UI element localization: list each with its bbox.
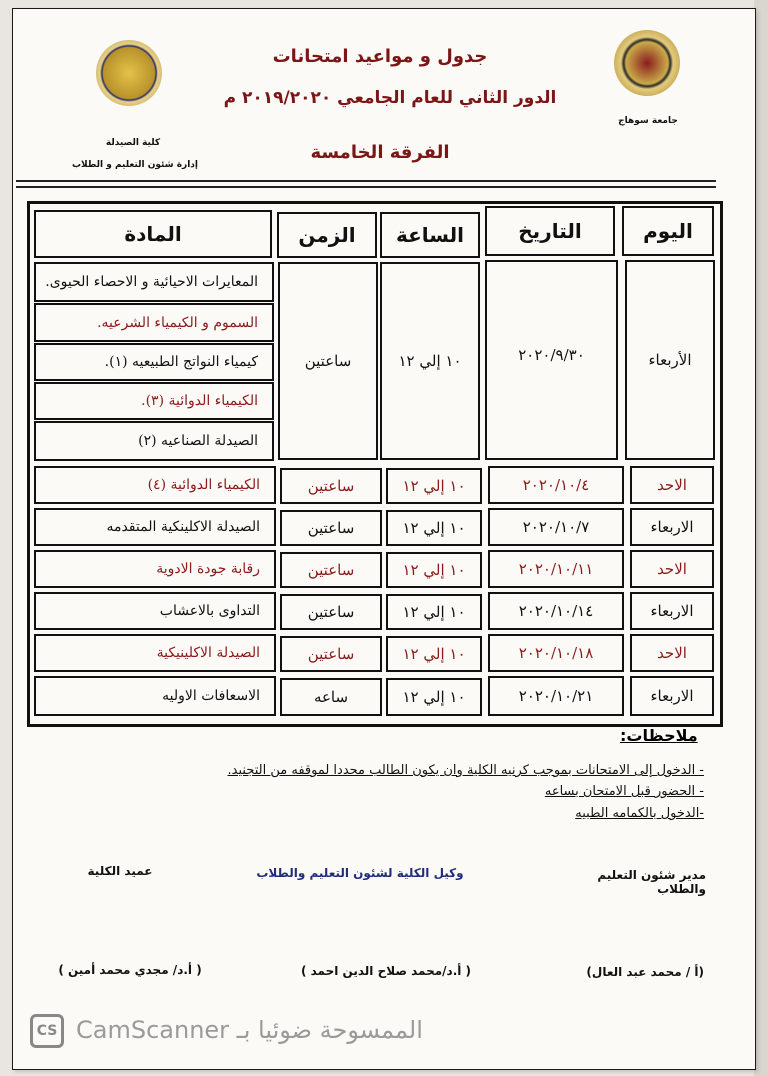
note-item: - الحضور قبل الامتحان بساعه [544, 784, 704, 799]
camscanner-logo: CS [30, 1014, 64, 1048]
page-subtitle: الدور الثاني للعام الجامعي ٢٠١٩/٢٠٢٠ م [223, 88, 557, 108]
exam-table [27, 201, 723, 727]
date-cell: ٢٠٢٠/١٠/١٤ [488, 592, 624, 630]
subject-cell: التداوى بالاعشاب [34, 592, 276, 630]
duration-cell: ساعه [280, 678, 382, 716]
day-cell: الاحد [630, 634, 714, 672]
day-cell: الاحد [630, 466, 714, 504]
subject-cell: الكيمياء الدوائية (٤) [34, 466, 276, 504]
time-cell: ١٠ إلي ١٢ [386, 636, 482, 672]
date-cell: ٢٠٢٠/١٠/٧ [488, 508, 624, 546]
signature-title: وكيل الكلية لشئون التعليم والطلاب [256, 866, 464, 880]
header-time: الساعة [380, 212, 480, 258]
duration-cell: ساعتين [280, 510, 382, 546]
camscanner-watermark: الممسوحة ضوئيا بـ CamScanner [76, 1016, 423, 1044]
time-cell: ١٠ إلي ١٢ [380, 262, 480, 460]
page-title: جدول و مواعيد امتحانات [272, 46, 488, 67]
subject-cell: الكيمياء الدوائية (٣). [34, 382, 274, 420]
header-divider [16, 180, 716, 182]
level-title: الفرقة الخامسة [310, 142, 450, 163]
signature-name: ( أ.د/محمد صلاح الدين احمد ) [300, 964, 472, 978]
signature-title: مدير شئون التعليم والطلاب [597, 868, 706, 896]
duration-cell: ساعتين [280, 552, 382, 588]
time-cell: ١٠ إلي ١٢ [386, 552, 482, 588]
subject-cell: المعايرات الاحيائية و الاحصاء الحيوى. [34, 262, 274, 302]
date-cell: ٢٠٢٠/١٠/٤ [488, 466, 624, 504]
page-edge [754, 0, 768, 1076]
signature-title: عميد الكلية [87, 864, 153, 878]
header-subject: المادة [34, 210, 272, 258]
note-item: - الدخول إلى الامتحانات بموجب كرنيه الكلية وان يكون الطالب محددا لموقفه من التجنيد. [227, 763, 704, 778]
time-cell: ١٠ إلي ١٢ [386, 510, 482, 546]
header-divider [16, 186, 716, 188]
date-cell: ٢٠٢٠/١٠/١٨ [488, 634, 624, 672]
time-cell: ١٠ إلي ١٢ [386, 594, 482, 630]
subject-cell: رقابة جودة الادوية [34, 550, 276, 588]
time-cell: ١٠ إلي ١٢ [386, 678, 482, 716]
signature-name: ( أ.د/ مجدي محمد أمين ) [58, 963, 202, 977]
university-logo [614, 30, 680, 96]
date-cell: ٢٠٢٠/١٠/٢١ [488, 676, 624, 716]
university-label: جامعة سوهاج [618, 116, 678, 126]
duration-cell: ساعتين [280, 636, 382, 672]
date-cell: ٢٠٢٠/٩/٣٠ [485, 260, 618, 460]
subject-cell: السموم و الكيمياء الشرعيه. [34, 303, 274, 342]
notes-title: ملاحظات: [620, 726, 698, 745]
header-day: اليوم [622, 206, 714, 256]
subject-cell: كيمياء النواتج الطبيعيه (١). [34, 343, 274, 381]
faculty-label: كلية الصيدلة [105, 138, 161, 148]
duration-cell: ساعتين [278, 262, 378, 460]
subject-cell: الصيدلة الاكلينيكية [34, 634, 276, 672]
day-cell: الاربعاء [630, 592, 714, 630]
subject-cell: الصيدلة الصناعيه (٢) [34, 421, 274, 461]
day-cell: الاحد [630, 550, 714, 588]
subject-cell: الصيدلة الاكلينكية المتقدمه [34, 508, 276, 546]
note-item: -الدخول بالكمامه الطبيه [575, 806, 704, 821]
date-cell: ٢٠٢٠/١٠/١١ [488, 550, 624, 588]
header-date: التاريخ [485, 206, 615, 256]
day-cell: الاربعاء [630, 508, 714, 546]
day-cell: الاربعاء [630, 676, 714, 716]
duration-cell: ساعتين [280, 594, 382, 630]
header-duration: الزمن [277, 212, 377, 258]
faculty-logo [96, 40, 162, 106]
day-cell: الأربعاء [625, 260, 715, 460]
subject-cell: الاسعافات الاوليه [34, 676, 276, 716]
time-cell: ١٠ إلي ١٢ [386, 468, 482, 504]
signature-name: (أ / محمد عبد العال) [586, 965, 704, 979]
affairs-label: إدارة شئون التعليم و الطلاب [72, 160, 198, 170]
duration-cell: ساعتين [280, 468, 382, 504]
